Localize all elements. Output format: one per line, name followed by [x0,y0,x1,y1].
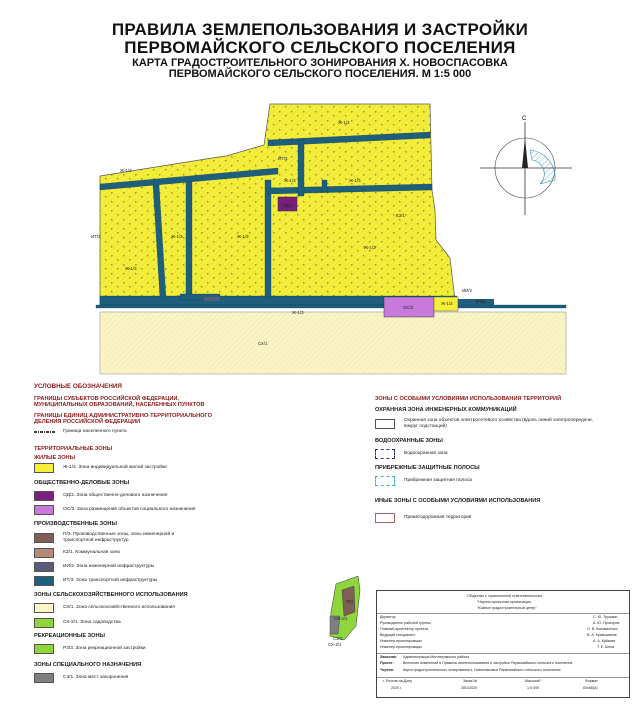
legend-coastal: Прибрежная защитная полоса [404,478,472,484]
stamp-role-1: Руководитель рабочей группы [380,621,431,625]
legend-territorial: ТЕРРИТОРИАЛЬНЫЕ ЗОНЫ [34,446,113,452]
stamp-scale: 1:5 000 [527,686,539,690]
stamp-format-label: Формат [585,679,598,683]
inset-label-c3: С3/1 [333,636,343,641]
legend-road: Приавтодорожная территория [404,515,472,521]
legend-r3: Р3/3. Зона рекреационной застройки [63,646,146,652]
swatch-power [375,419,395,429]
stamp-order-label: Заказ № [463,679,478,683]
legend-c3: С3/1. Зона мест захоронения [63,675,129,681]
swatch-it [34,576,54,586]
map-title: ПРАВИЛА ЗЕМЛЕПОЛЬЗОВАНИЯ И ЗАСТРОЙКИ [111,20,529,39]
stamp-role-5: Инженер-проектировщик [380,645,422,649]
stamp-name-2: О. В. Коновалечко [587,627,618,631]
inset-label-sx2b: СХ-2/1 [328,642,342,647]
stamp-role-4: Инженер-проектировщик [380,639,422,643]
stamp-project: Внесение изменений в Правила землепользования и застройки Первомайского сельского поселения [403,661,573,665]
swatch-sx2 [34,618,54,628]
legend-residential-title: ЖИЛЫЕ ЗОНЫ [34,455,76,461]
stamp-year: 2020 г. [391,686,402,690]
map-subtitle-2: ПЕРВОМАЙСКОГО СЕЛЬСКОГО ПОСЕЛЕНИЯ. М 1:5 000 [168,68,472,80]
stamp-format: 60х68(А) [583,686,598,690]
svg-text:С: С [522,116,527,122]
legend-os: ОС/3. Зона размещения объектов социального назначения [63,507,196,513]
map-subtitle: КАРТА ГРАДОСТРОИТЕЛЬНОГО ЗОНИРОВАНИЯ Х. НОВОСПАСОВКА [132,57,508,69]
label-os: ОС/3 [403,305,414,310]
stamp-role-3: Ведущий специалист [380,633,416,637]
label-zh-6: Ж-1/3 [237,234,249,239]
legend-water-title: ВОДООХРАННЫЕ ЗОНЫ [375,438,443,444]
stamp-org1: Общество с ограниченной ответственностью [467,594,543,598]
legend-it: ИТ/3. Зона транспортной инфраструктуры [63,578,158,584]
inset-label-sx2: СХ-2/1 [334,616,348,621]
swatch-coastal [375,476,395,486]
legend-heading: УСЛОВНЫЕ ОБОЗНАЧЕНИЯ [34,383,122,390]
stamp-order: 28/1/2020 [461,686,477,690]
label-zh-4: Ж-1/3 [349,178,361,183]
stamp-role-2: Главный архитектор проекта [380,627,429,631]
swatch-water [375,449,395,459]
legend-special-title: ЗОНЫ СПЕЦИАЛЬНОГО НАЗНАЧЕНИЯ [34,662,142,668]
swatch-ii [34,562,54,572]
legend-special-conditions: ЗОНЫ С ОСОБЫМИ УСЛОВИЯМИ ИСПОЛЬЗОВАНИЯ ТЕРРИТОРИЙ [375,396,562,402]
stamp-city: г. Ростов-на-Дону [383,679,413,683]
swatch-od [34,491,54,501]
label-kz: КЗ/1 [396,213,405,218]
map-title-2: ПЕРВОМАЙСКОГО СЕЛЬСКОГО ПОСЕЛЕНИЯ [124,38,516,57]
legend-recreation-title: РЕКРЕАЦИОННЫЕ ЗОНЫ [34,633,105,639]
swatch-os [34,505,54,515]
label-zh-9: Ж-1/3 [292,310,304,315]
legend-kz: КЗ/1. Коммунальная зона [63,550,120,556]
legend-public-title: ОБЩЕСТВЕННО-ДЕЛОВЫЕ ЗОНЫ [34,480,130,486]
stamp-drawing-label: Чертеж: [380,668,395,672]
stamp-customer: Администрация Миллеровского района [403,655,470,659]
legend-production-title: ПРОИЗВОДСТВЕННЫЕ ЗОНЫ [34,521,117,527]
legend-ii: ИИ/2. Зона инженерной инфраструктуры [63,564,155,570]
label-sx1: СХ/1 [258,341,268,346]
stamp-name-1: А. Ю. Прохоров [593,621,620,625]
legend-sx1: СХ/1. Зона сельскохозяйственного использования [63,605,175,611]
legend-agri-title: ЗОНЫ СЕЛЬСКОХОЗЯЙСТВЕННОГО ИСПОЛЬЗОВАНИЯ [34,592,188,598]
swatch-sx1 [34,603,54,613]
stamp-customer-label: Заказчик: [380,655,398,659]
north-arrow [480,116,572,215]
swatch-zh [34,463,54,473]
label-zh-2: Ж-1/3 [120,168,132,173]
label-zh-7: Ж-1/3 [364,245,376,250]
label-od: ОД/2 [282,203,292,208]
swatch-road [375,513,395,523]
legend-od: ОД/2. Зона общественно-делового назначения [63,493,168,499]
legend-p3: П/3. Производственные зоны, зоны инженерной и транспортной инфраструктур [63,532,175,543]
label-zh-1: Ж-1/3 [338,120,350,125]
stamp-name-3: В. А. Кривошапов [587,633,617,637]
label-zh-5: Ж-1/3 [171,234,183,239]
legend-other-title: ИНЫЕ ЗОНЫ С ОСОБЫМИ УСЛОВИЯМИ ИСПОЛЬЗОВАНИЯ [375,498,541,504]
legend-zh: Ж-1/3. Зона индивидуальной жилой застройки [63,465,167,471]
stamp-name-0: С. Ю. Трушкин [593,615,618,619]
legend-water: Водоохранная зона [404,451,448,457]
label-it-3: ИТ/3 [476,299,486,304]
swatch-c3 [34,673,54,683]
stamp-project-label: Проект: [380,661,394,665]
label-zh-8: Ж-1/3 [125,266,137,271]
stamp-name-5: Т. Е. Шеха [597,645,615,649]
settlement-border-symbol [34,429,56,435]
stamp-role-0: Директор [380,615,396,619]
swatch-r3 [34,644,54,654]
title-block [376,590,630,698]
label-ii: ИИ/2 [462,288,472,293]
stamp-name-4: А. А. Куйзова [593,639,616,643]
label-zh-10: Ж-1/3 [441,301,453,306]
legend-settlement-border: Граница населенного пункта [63,429,127,435]
stamp-scale-label: Масштаб [525,679,541,683]
stamp-drawing: Карта градостроительного зонирования х. Новоспасовка Первомайского сельского поселения [403,668,561,672]
legend-admin-title: ГРАНИЦЫ ЕДИНИЦ АДМИНИСТРАТИВНО-ТЕРРИТОРИАЛЬНОГО ДЕЛЕНИЯ РОССИЙСКОЙ ФЕДЕРАЦИИ [34,413,212,425]
label-it-1: ИТ/3 [278,156,288,161]
legend-power: Охранная зона объектов электросетевого хозяйства (вдоль линий электропередачи, вокруг подстанций) [404,418,593,429]
stamp-org3: "Южные градостроительный центр" [477,606,537,610]
legend-coastal-title: ПРИБРЕЖНЫЕ ЗАЩИТНЫЕ ПОЛОСЫ [375,465,480,471]
legend-sx2: СХ-2/1. Зона садоводства [63,620,121,626]
stamp-org2: "Научно-проектная организация [477,600,531,604]
swatch-p3 [34,533,54,543]
legend-borders-title: ГРАНИЦЫ СУБЪЕКТОВ РОССИЙСКОЙ ФЕДЕРАЦИИ, МУНИЦИПАЛЬНЫХ ОБРАЗОВАНИЙ, НАСЕЛЕННЫХ ПУНКТОВ [34,396,205,408]
label-it-2: ИТ/3 [91,234,101,239]
label-zh-3: Ж-1/3 [284,178,296,183]
legend-protect-eng: ОХРАННАЯ ЗОНА ИНЖЕНЕРНЫХ КОММУНИКАЦИЙ [375,407,517,413]
inset-label-p3: П/3 [346,599,353,604]
swatch-kz [34,548,54,558]
inset-map [328,576,360,647]
